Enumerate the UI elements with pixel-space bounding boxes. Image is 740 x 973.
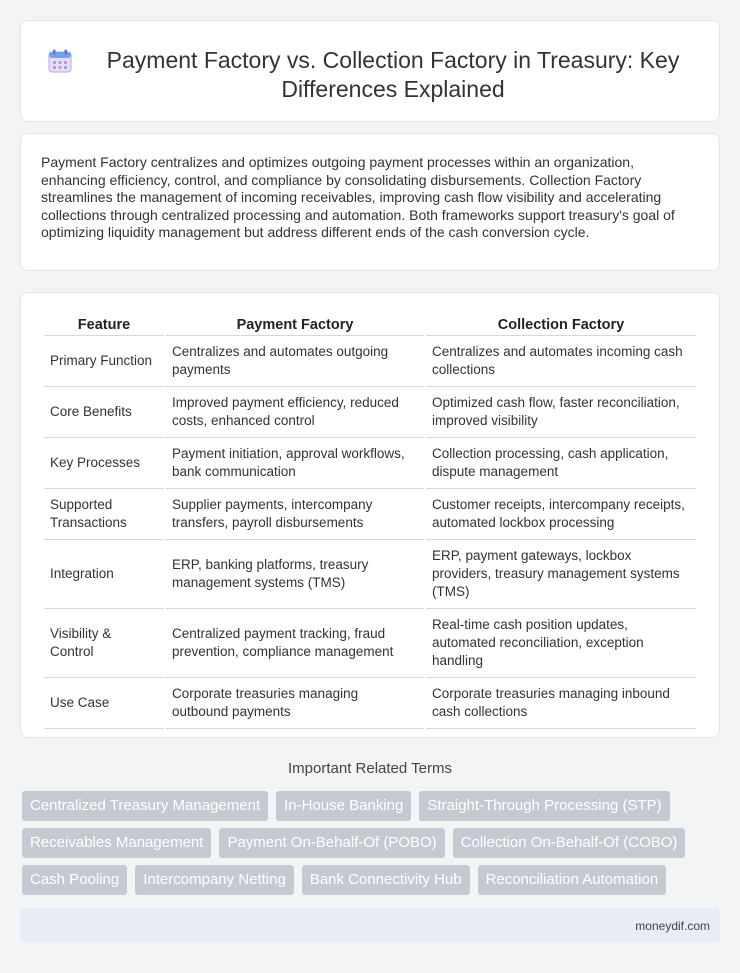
related-terms-title: Important Related Terms	[288, 760, 452, 777]
feature-cell: Visibility & Control	[44, 609, 164, 678]
payment-cell: ERP, banking platforms, treasury management systems (TMS)	[166, 540, 424, 609]
table-header-row	[44, 313, 696, 336]
title-card	[20, 20, 720, 122]
calendar-icon	[47, 48, 73, 74]
intro-card	[20, 133, 720, 271]
collection-cell: Customer receipts, intercompany receipts, automated lockbox processing	[426, 489, 696, 540]
footer	[20, 908, 720, 942]
collection-cell: ERP, payment gateways, lockbox providers, treasury management systems (TMS)	[426, 540, 696, 609]
payment-cell: Corporate treasuries managing outbound payments	[166, 678, 424, 729]
collection-cell: Corporate treasuries managing inbound cash collections	[426, 678, 696, 729]
header-feature: Feature	[44, 313, 164, 336]
comparison-table-card	[20, 292, 720, 738]
feature-cell: Supported Transactions	[44, 489, 164, 540]
related-term-tag[interactable]: Cash Pooling	[22, 865, 127, 895]
payment-cell: Centralized payment tracking, fraud prevention, compliance management	[166, 609, 424, 678]
related-term-tag[interactable]: Intercompany Netting	[135, 865, 294, 895]
related-term-tag[interactable]: Centralized Treasury Management	[22, 791, 268, 821]
feature-cell: Core Benefits	[44, 387, 164, 438]
payment-cell: Improved payment efficiency, reduced costs, enhanced control	[166, 387, 424, 438]
related-term-tag[interactable]: Receivables Management	[22, 828, 211, 858]
related-terms-list	[22, 791, 722, 895]
header-payment-factory: Payment Factory	[166, 313, 424, 336]
table-row	[44, 387, 696, 438]
related-term-tag[interactable]: Payment On-Behalf-Of (POBO)	[219, 828, 444, 858]
payment-cell: Payment initiation, approval workflows, bank communication	[166, 438, 424, 489]
related-term-tag[interactable]: Reconciliation Automation	[478, 865, 667, 895]
feature-cell: Primary Function	[44, 336, 164, 387]
table-row	[44, 336, 696, 387]
table-row	[44, 678, 696, 729]
related-term-tag[interactable]: Straight-Through Processing (STP)	[419, 791, 669, 821]
collection-cell: Centralizes and automates incoming cash collections	[426, 336, 696, 387]
collection-cell: Collection processing, cash application, dispute management	[426, 438, 696, 489]
related-term-tag[interactable]: Bank Connectivity Hub	[302, 865, 470, 895]
payment-cell: Supplier payments, intercompany transfers, payroll disbursements	[166, 489, 424, 540]
payment-cell: Centralizes and automates outgoing payments	[166, 336, 424, 387]
table-row	[44, 489, 696, 540]
header-collection-factory: Collection Factory	[426, 313, 696, 336]
comparison-table	[42, 313, 698, 729]
page-title: Payment Factory vs. Collection Factory in Treasury: Key Differences Explained	[106, 47, 680, 102]
related-term-tag[interactable]: In-House Banking	[276, 791, 411, 821]
feature-cell: Key Processes	[44, 438, 164, 489]
intro-paragraph: Payment Factory centralizes and optimizes outgoing payment processes within an organization, enhancing efficiency, control, and compliance by consolidating disbursements. Collection Factory streamlines the management of incoming receivables, improving cash flow visibility and accelerating collections through centralized processing and automation. Both frameworks support treasury's goal of optimizing liquidity management but address different ends of the cash conversion cycle.	[41, 154, 675, 240]
table-row	[44, 438, 696, 489]
collection-cell: Real-time cash position updates, automated reconciliation, exception handling	[426, 609, 696, 678]
footer-site-link[interactable]: moneydif.com	[635, 919, 710, 933]
feature-cell: Use Case	[44, 678, 164, 729]
table-row	[44, 609, 696, 678]
collection-cell: Optimized cash flow, faster reconciliation, improved visibility	[426, 387, 696, 438]
related-term-tag[interactable]: Collection On-Behalf-Of (COBO)	[453, 828, 686, 858]
table-row	[44, 540, 696, 609]
feature-cell: Integration	[44, 540, 164, 609]
